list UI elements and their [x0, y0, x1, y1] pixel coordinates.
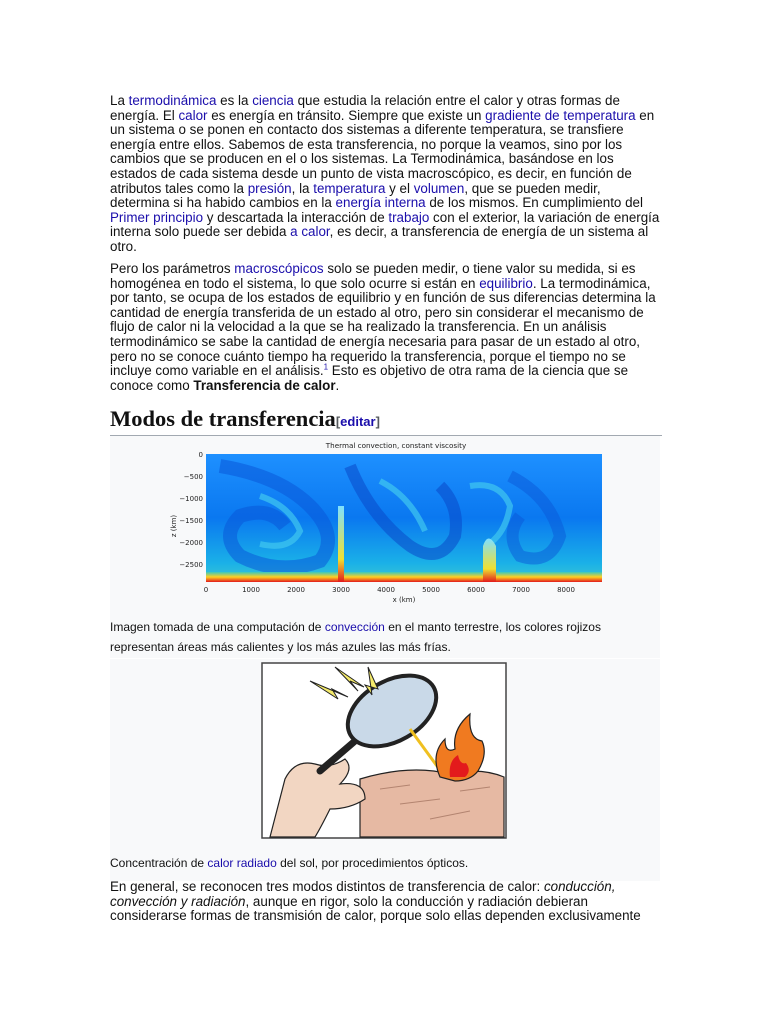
- hot-plume: [338, 506, 344, 582]
- paragraph-intro: La termodinámica es la ciencia que estudia la relación entre el calor y otras formas de energía. El calor es energía en tránsito. Siempre que existe un gradiente de temperatura en un sistema o se ponen en contacto dos sistemas a diferente temperatura, se transfiere energía entre ellos. Sabemos de esta transferencia, no porque la veamos, sino por los cambios que se producen en el o los sistemas. La Termodinámica, basándose en los estados de cada sistema desde un punto de vista macroscópico, es decir, en función de atributos tales como la presión, la temperatura y el volumen, que se pueden medir, determina si ha habido cambios en la energía interna de los mismos. En cumplimiento del Primer principio y descartada la interacción de trabajo con el exterior, la variación de energía interna solo puede ser debida a calor, es decir, a transferencia de energía de un sistema al otro.: [110, 93, 660, 254]
- section-title: Modos de transferencia: [110, 406, 336, 431]
- link-calor[interactable]: calor: [178, 107, 208, 123]
- link-termodinamica[interactable]: termodinámica: [128, 93, 217, 108]
- figure-caption-magnifier: Concentración de calor radiado del sol, por procedimientos ópticos.: [110, 856, 469, 870]
- x-tick-label: 3000: [332, 586, 350, 594]
- x-axis-label: x (km): [392, 596, 416, 604]
- y-tick-label: −1500: [179, 517, 203, 525]
- link-conveccion[interactable]: convección: [324, 620, 385, 634]
- y-tick-label: −2000: [179, 539, 203, 547]
- x-tick-label: 4000: [377, 586, 395, 594]
- hot-boundary-layer: [206, 572, 602, 582]
- link-trabajo[interactable]: trabajo: [388, 209, 430, 225]
- link-temperatura[interactable]: temperatura: [313, 180, 386, 196]
- x-tick-label: 7000: [512, 586, 530, 594]
- link-calor-radiado[interactable]: calor radiado: [207, 856, 277, 870]
- link-a-calor[interactable]: a calor: [290, 224, 330, 240]
- figure-caption-convection: Imagen tomada de una computación de convección en el manto terrestre, los colores rojizos representan áreas más calientes y los más azules las más frías.: [110, 620, 601, 654]
- x-tick-label: 5000: [422, 586, 440, 594]
- x-tick-label: 6000: [467, 586, 485, 594]
- x-tick-label: 8000: [557, 586, 575, 594]
- footnote-ref[interactable]: 1: [323, 362, 329, 372]
- section-heading: Modos de transferencia[editar]: [110, 406, 662, 436]
- link-energia-interna[interactable]: energía interna: [335, 195, 426, 211]
- link-gradiente-temperatura[interactable]: gradiente de temperatura: [485, 107, 636, 123]
- hot-plume: [483, 539, 496, 583]
- paragraph-equilibrio: Pero los parámetros macroscópicos solo se pueden medir, o tiene valor su medida, si es homogénea en todo el sistema, lo que solo ocurre si están en equilibrio. La termodinámica, por tanto, se ocupa de los estados de equilibrio y en función de sus diferencias determina la cantidad de energía transferida de un estado al otro, pero sin considerar el mecanismo de flujo de calor ni la velocidad a la que se ha realizado la transferencia. En un análisis termodinámico se sabe la cantidad de energía necesaria para pasar de un estado al otro, pero no se conoce cuánto tiempo ha requerido la transferencia, porque el tiempo no se incluye como variable en el análisis.$^1$ Esto es objetivo de otra rama de la ciencia que se conoce como Transferencia de calor.: [110, 261, 656, 393]
- plot-title: Thermal convection, constant viscosity: [325, 441, 467, 450]
- x-tick-label: 0: [203, 586, 209, 594]
- y-tick-label: −500: [183, 473, 203, 481]
- link-equilibrio[interactable]: equilibrio: [479, 275, 533, 291]
- x-tick-label: 2000: [287, 586, 305, 594]
- link-macroscopicos[interactable]: macroscópicos: [234, 261, 324, 276]
- y-axis-label: z (km): [170, 514, 178, 538]
- figure-magnifying-glass: [110, 659, 660, 881]
- x-tick-label: 1000: [242, 586, 260, 594]
- paragraph-modos: En general, se reconocen tres modos distintos de transferencia de calor: conducción, convección y radiación, aunque en rigor, solo la conducción y radiación debieran considerarse formas de transmisión de calor, porque solo ellas dependen exclusivamente: [110, 879, 641, 924]
- italic-modes: conducción, convección y radiación: [110, 879, 616, 909]
- y-tick-label: −1000: [179, 495, 203, 503]
- link-volumen[interactable]: volumen: [413, 180, 465, 196]
- y-tick-label: 0: [198, 451, 203, 459]
- bold-term: Transferencia de calor: [193, 377, 336, 393]
- convection-plot: [110, 436, 660, 616]
- link-primer-principio[interactable]: Primer principio: [110, 209, 204, 225]
- link-presion[interactable]: presión: [247, 180, 292, 196]
- edit-link[interactable]: editar: [340, 414, 376, 429]
- magnifying-glass-illustration: [110, 659, 660, 849]
- link-ciencia[interactable]: ciencia: [252, 93, 294, 108]
- ground-surface: [360, 770, 504, 837]
- y-tick-label: −2500: [179, 561, 203, 569]
